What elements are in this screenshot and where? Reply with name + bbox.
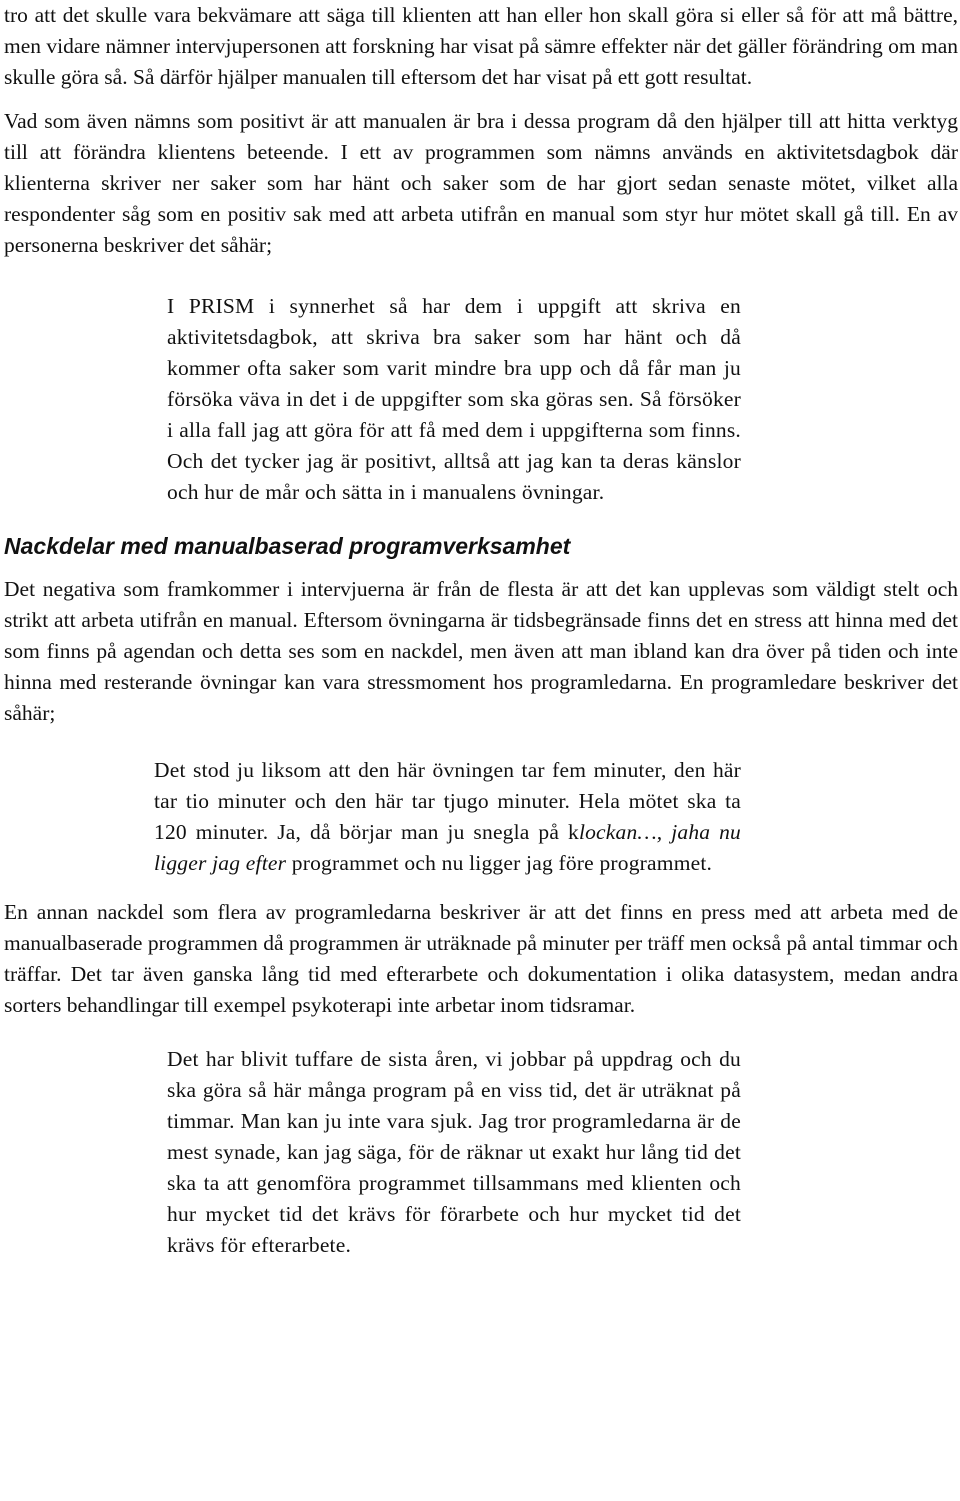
- quote-2-end: programmet och nu ligger jag före programmet.: [286, 851, 713, 875]
- body-paragraph-2: Vad som även nämns som positivt är att manualen är bra i dessa program då den hjälper till att hitta verktyg till att förändra klientens beteende. I ett av programmen som nämns används en aktivitetsdagbok där klienterna skriver ner saker som har hänt och saker som de har gjort sedan senaste mötet, vilket alla respondenter såg som en positiv sak med att arbeta utifrån en manual som styr hur mötet skall gå till. En av personerna beskriver det såhär;: [4, 109, 958, 257]
- body-paragraph-1: tro att det skulle vara bekvämare att säga till klienten att han eller hon skall göra si eller så för att må bättre, men vidare nämner intervjupersonen att forskning har visat på sämre effekter när det gäller förändring om man skulle göra så. Så därför hjälper manualen till eftersom det har visat på ett gott resultat.: [4, 3, 958, 89]
- interview-quote-3: Det har blivit tuffare de sista åren, vi jobbar på uppdrag och du ska göra så här många program på en viss tid, det är uträknat på timmar. Man kan ju inte vara sjuk. Jag tror programledarna är de mest synade, kan jag säga, för de räknar ut exakt hur lång tid det ska ta att genomföra programmet tillsammans med klienten och hur mycket tid det krävs för förarbete och hur mycket tid det krävs för efterarbete.: [167, 1047, 741, 1257]
- body-paragraph-3: Det negativa som framkommer i intervjuerna är från de flesta är att det kan upplevas som väldigt stelt och strikt att arbeta utifrån en manual. Eftersom övningarna är tidsbegränsade finns det en stress att hinna med det som finns på agendan och detta ses som en nackdel, men även att man ibland kan dra över på tiden och inte hinna med resterande övningar kan vara stressmoment hos programledarna. En programledare beskriver det såhär;: [4, 577, 958, 725]
- interview-quote-2: [154, 755, 741, 879]
- quote-2-italic: lockan…, jaha nu ligger jag efter: [154, 820, 741, 875]
- interview-quote-1: I PRISM i synnerhet så har dem i uppgift att skriva en aktivitetsdagbok, att skriva bra saker som har hänt och då kommer ofta saker som varit mindre bra upp och då får man ju försöka väva in det i de uppgifter som ska göras sen. Så försöker i alla fall jag att göra för att få med dem i uppgifterna som finns. Och det tycker jag är positivt, alltså att jag kan ta deras känslor och hur de mår och sätta in i manualens övningar.: [167, 294, 741, 504]
- quote-2-start: Det stod ju liksom att den här övningen tar fem minuter, den här tar tio minuter och den här tar tjugo minuter. Hela mötet ska ta 120 minuter. Ja, då börjar man ju snegla på k: [154, 758, 741, 844]
- body-paragraph-4: En annan nackdel som flera av programledarna beskriver är att det finns en press med att arbeta med de manualbaserade programmen då programmen är uträknade på minuter per träff men också på antal timmar och träffar. Det tar även ganska lång tid med efterarbete och dokumentation i olika datasystem, medan andra sorters behandlingar till exempel psykoterapi inte arbetar inom tidsramar.: [4, 900, 958, 1017]
- document-page: [4, 0, 958, 1261]
- section-heading: Nackdelar med manualbaserad programverksamhet: [4, 533, 571, 559]
